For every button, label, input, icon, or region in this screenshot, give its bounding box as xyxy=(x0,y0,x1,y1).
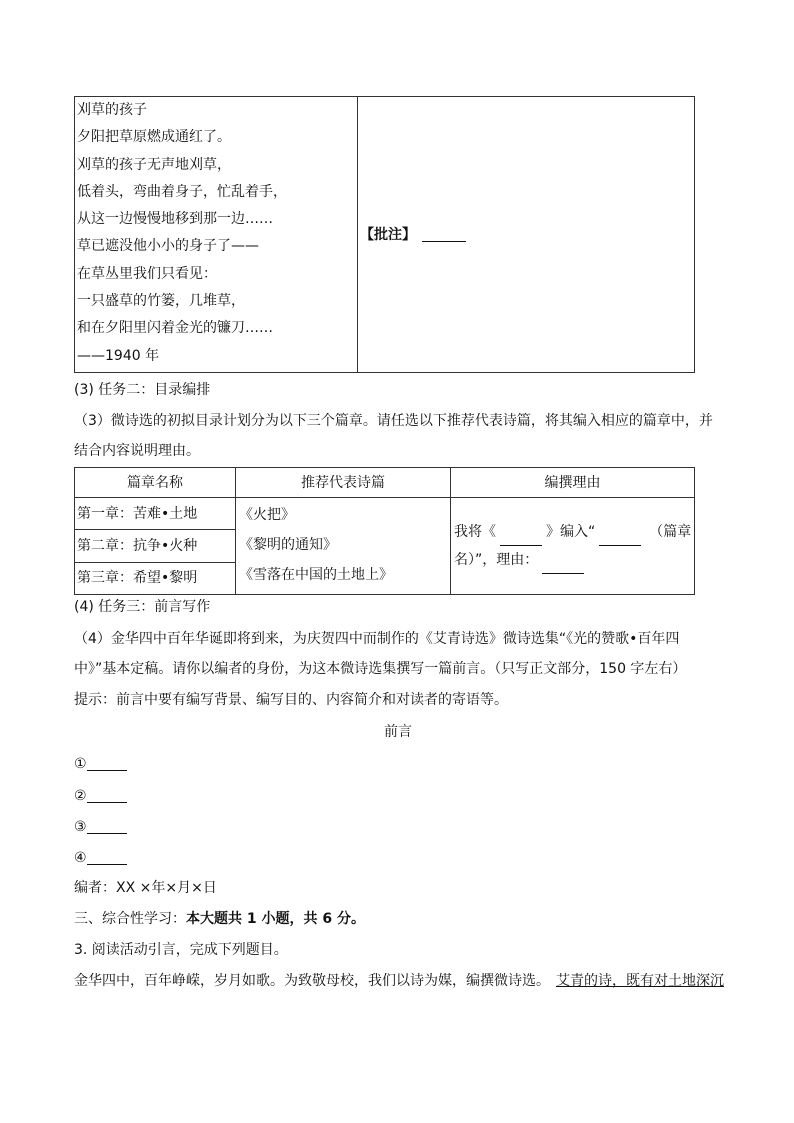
preface-item-4 xyxy=(74,850,127,865)
header-reason: 编撰理由 xyxy=(451,468,695,498)
section3-heading xyxy=(74,912,365,926)
answer-blank[interactable] xyxy=(87,788,127,803)
header-recommended-poems: 推荐代表诗篇 xyxy=(236,468,451,498)
poem-line: 一只盛草的竹篓，几堆草， xyxy=(77,293,245,310)
reason-text-a: 我将《 xyxy=(454,524,496,540)
reason-text-c: （篇章 xyxy=(649,524,692,540)
answer-blank[interactable] xyxy=(87,819,127,834)
chapter-name: 第三章：希望•黎明 xyxy=(75,562,236,594)
answer-blank[interactable] xyxy=(87,850,127,865)
chapter-name: 第一章：苦难•土地 xyxy=(75,498,236,530)
preface-title: 前言 xyxy=(384,724,412,740)
question3-body-underlined: 艾青的诗，既有对土地深沉 xyxy=(556,973,724,989)
task2-title: (3) 任务二：目录编排 xyxy=(74,382,211,398)
chapter-name: 第二章：抗争•火种 xyxy=(75,530,236,562)
annotation-label: 【批注】 xyxy=(360,227,416,243)
header-chapter-name: 篇章名称 xyxy=(75,468,236,498)
annotation-blank[interactable] xyxy=(422,227,466,242)
reason-cell xyxy=(451,498,695,595)
item-marker: ④ xyxy=(74,850,87,866)
preface-item-1 xyxy=(74,756,127,771)
question3-title: 3. 阅读活动引言，完成下列题目。 xyxy=(74,942,288,958)
reason-text-d: 名）”，理由： xyxy=(454,552,539,568)
poem-line: 刈草的孩子 xyxy=(77,102,147,118)
chapter-table xyxy=(74,467,695,595)
poem-title: 《火把》 xyxy=(239,507,295,523)
section3-heading-b: 本大题共 1 小题，共 6 分。 xyxy=(186,911,365,927)
reason-blank[interactable] xyxy=(542,559,584,574)
poem-line: 在草丛里我们只看见： xyxy=(77,265,217,282)
question3-body xyxy=(74,974,724,988)
poem-line: 和在夕阳里闪着金光的镰刀…… xyxy=(77,320,273,337)
poem-blank[interactable] xyxy=(500,531,542,546)
chapter-blank[interactable] xyxy=(599,531,641,546)
task3-desc-line2: 中》”基本定稿。请你以编者的身份，为这本微诗选集撰写一篇前言。（只写正文部分，150 字左右） xyxy=(74,661,687,677)
answer-blank[interactable] xyxy=(87,756,127,771)
poem-line: 从这一边慢慢地移到那一边…… xyxy=(77,211,273,228)
poem-cell xyxy=(75,97,358,373)
preface-item-2 xyxy=(74,788,127,803)
preface-item-3 xyxy=(74,819,127,834)
poem-line: ——1940 年 xyxy=(77,347,160,364)
annotation-cell xyxy=(358,97,695,373)
poem-title: 《雪落在中国的土地上》 xyxy=(239,567,393,583)
poem-line: 草已遮没他小小的身子了—— xyxy=(77,238,259,255)
reason-text-b: 》编入“ xyxy=(546,524,596,540)
poem-line: 夕阳把草原燃成通红了。 xyxy=(77,129,231,146)
task3-hint: 提示：前言中要有编写背景、编写目的、内容简介和对读者的寄语等。 xyxy=(74,692,508,708)
poem-table xyxy=(74,96,695,373)
task3-desc-line1: （4）金华四中百年华诞即将到来，为庆贺四中而制作的《艾青诗选》微诗选集“《光的赞歌•百年四 xyxy=(74,631,680,647)
section3-heading-a: 三、综合性学习： xyxy=(74,911,186,927)
task3-title: (4) 任务三：前言写作 xyxy=(74,599,211,615)
editor-signature: 编者：XX ×年×月×日 xyxy=(74,880,217,896)
poem-title: 《黎明的通知》 xyxy=(239,537,337,553)
question3-body-plain: 金华四中，百年峥嵘，岁月如歌。为致敬母校，我们以诗为媒，编撰微诗选。 xyxy=(74,973,550,989)
recommended-poems-cell xyxy=(236,498,451,595)
task2-desc-line2: 结合内容说明理由。 xyxy=(74,443,200,459)
item-marker: ③ xyxy=(74,819,87,835)
task2-desc-line1: （3）微诗选的初拟目录计划分为以下三个篇章。请任选以下推荐代表诗篇，将其编入相应的篇章中，并 xyxy=(74,413,713,429)
poem-line: 刈草的孩子无声地刈草， xyxy=(77,156,231,173)
item-marker: ② xyxy=(74,788,87,804)
item-marker: ① xyxy=(74,756,87,772)
poem-line: 低着头，弯曲着身子，忙乱着手， xyxy=(77,183,287,200)
